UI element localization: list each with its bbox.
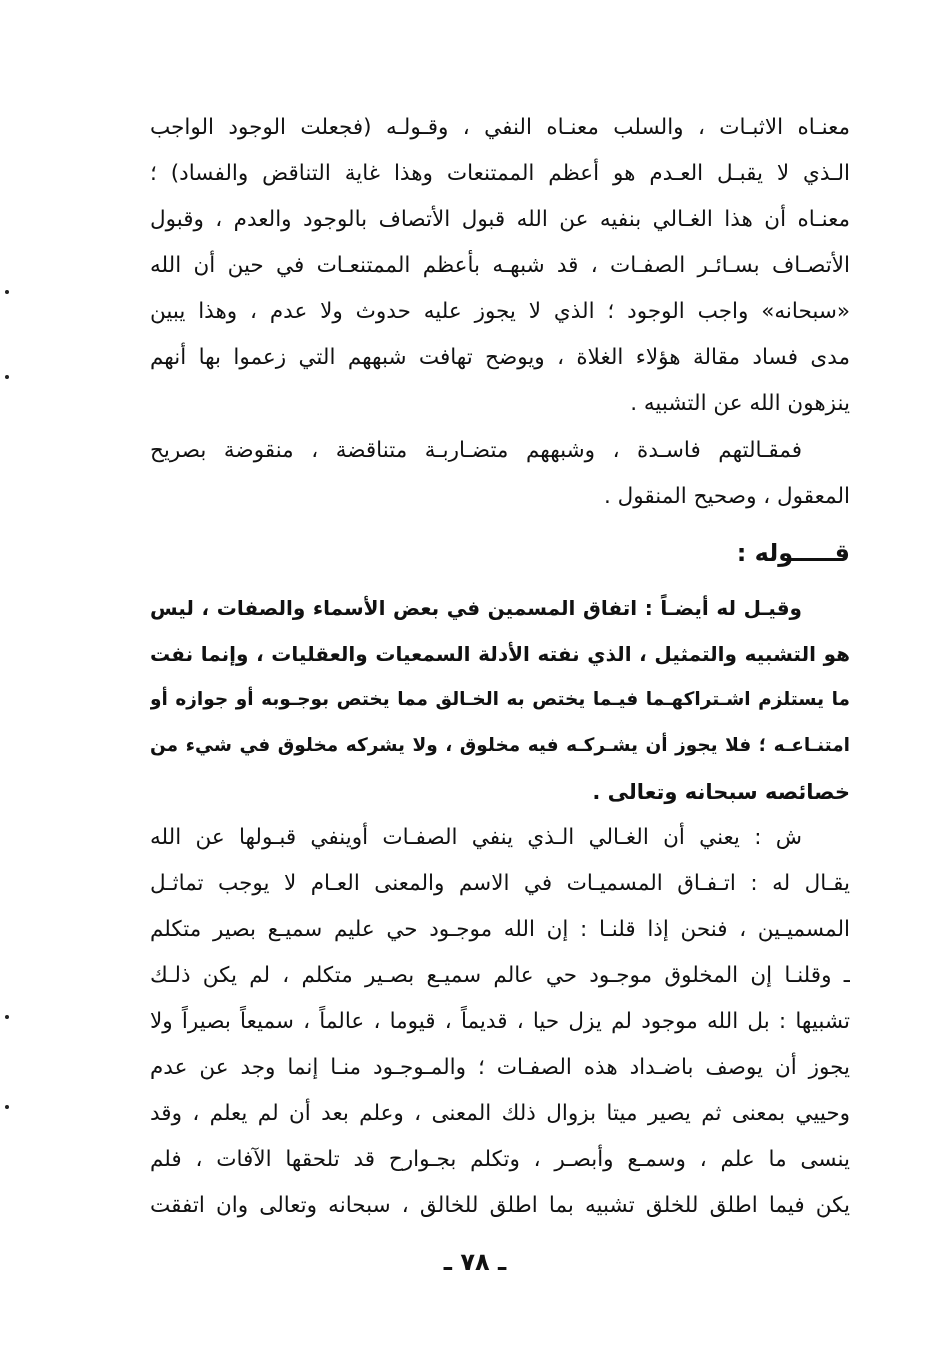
text-line: مدى فساد مقالة هؤلاء الغلاة ، ويوضح تهافت شبههم التي زعموا بها أنهم <box>150 345 850 370</box>
text-line: تشبيها : بل الله موجود لم يزل حيا ، قديماً ، قيوما ، عالماً ، سميعاً بصيراً ولا <box>150 1009 850 1034</box>
scan-speck <box>5 375 9 379</box>
text-line: ش : يعني أن الغـالي الـذي ينفي الصفـات أوينفي قبـولها عن الله <box>150 825 802 850</box>
text-line: الأتصـاف بسـائـر الصفـات ، قد شبهـه بأعظم الممتنعـات في حين أن الله <box>150 253 850 278</box>
paragraph-3 <box>150 815 850 1229</box>
text-line: «سبحانه» واجب الوجود ؛ الذي لا يجوز عليه حدوث ولا عدم ، وهذا يبين <box>150 299 850 324</box>
text-line: ـ وقلنـا إن المخلوق موجـود حي عالم سميـع بصـير متكلم ، لم يكن ذلـك <box>150 963 850 988</box>
page-number: ـ ٧٨ ـ <box>443 1248 507 1276</box>
text-line: المسميـين ، فنحن إذا قلنـا : إن الله موجـود حي عليم سميـع بصير متكلم <box>150 917 850 942</box>
text-line: يكن فيما اطلق للخلق تشبيه بما اطلق للخالق ، سبحانه وتعالى وان اتفقت <box>150 1193 850 1218</box>
text-line: وحييي بمعنى ثم يصير ميتا بزوال ذلك المعنى ، وعلم بعد أن لم يعلم ، وقد <box>150 1101 850 1126</box>
paragraph-2 <box>150 428 850 520</box>
text-line: المعقول ، وصحيح المنقول . <box>604 484 850 509</box>
text-line: هو التشبيه والتمثيل ، الذي نفته الأدلة السمعيات والعقليات ، وإنما نفت <box>150 642 850 666</box>
text-line: ينزهون الله عن التشبيه . <box>630 391 850 416</box>
text-line: يقـال له : اتـفـاق المسميـات في الاسم والمعنى العـام لا يوجب تماثـل <box>150 871 850 896</box>
section-heading: قـــــوله : <box>736 539 850 567</box>
text-line: ما يستلزم اشـتراكهـما فيـما يختص به الخـالق مما يختص بوجـوبه أو جوازه أو <box>150 689 850 710</box>
text-line: يجوز أن يوصف باضـداد هذه الصفـات ؛ والمـوجـود منـا إنما وجد عن عدم <box>150 1055 850 1080</box>
text-line: ينسى ما علم ، وسمـع وأبصـر ، وتكلم بجـوارح قد تلحقها الآفات ، فلم <box>150 1147 850 1172</box>
paragraph-1 <box>150 105 850 427</box>
text-line: فمقـالتهم فاسـدة ، وشبههم متضـاربـة متناقضة ، منقوضة بصريح <box>150 438 802 463</box>
text-line: خصائصه سبحانه وتعالى . <box>592 780 850 804</box>
text-line: معنـاه الاثبـات ، والسلب معنـاه النفي ، وقـولـه (فجعلت الوجود الواجب <box>150 115 850 140</box>
quoted-text <box>150 585 850 815</box>
text-line: الـذي لا يقبـل العـدم هو أعظم الممتنعات وهذا غاية التناقض والفساد) ؛ <box>150 161 850 186</box>
text-line: معنـاه أن هذا الغـالي بنفيه عن الله قبول الأتصاف بالوجود والعدم ، وقبول <box>150 207 850 232</box>
scan-speck <box>5 1105 9 1109</box>
scan-speck <box>5 1015 9 1019</box>
text-line: امتنـاعـه ؛ فلا يجوز أن يشـركـه فيه مخلوق ، ولا يشركه مخلوق في شيء من <box>150 735 850 756</box>
text-line: وقيـل له أيضـاً : اتفاق المسمين في بعض الأسماء والصفات ، ليس <box>150 596 802 620</box>
scan-speck <box>5 290 9 294</box>
